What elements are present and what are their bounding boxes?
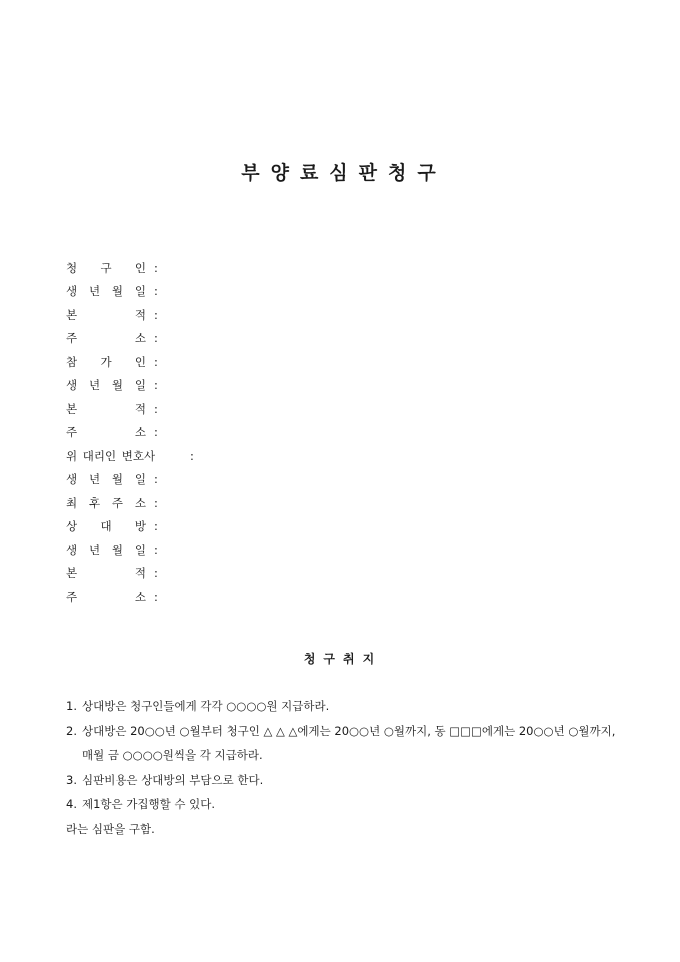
claim-text: 심판비용은 상대방의 부담으로 한다. <box>82 772 264 787</box>
party-row <box>66 350 466 374</box>
party-label-char: 년 <box>88 542 101 557</box>
claim-number: 3. <box>66 772 77 787</box>
party-label <box>66 283 146 299</box>
party-label-char: 월 <box>111 542 124 557</box>
party-row <box>66 327 466 351</box>
party-label-char: 주 <box>66 331 78 346</box>
party-label <box>66 424 146 440</box>
party-row <box>66 538 466 562</box>
party-label <box>66 377 146 393</box>
claim-text: 상대방은 20○○년 ○월부터 청구인 △ △ △에게는 20○○년 ○월까지, 동 □□□에게는 20○○년 ○월까지, 매월 금 ○○○○원씩을 각 지급하라. <box>82 723 620 762</box>
party-label-char: 후 <box>88 495 101 510</box>
party-label-char: 청 <box>66 260 78 275</box>
party-label-char: 년 <box>88 472 101 487</box>
party-label: 위 대리인 변호사 <box>66 448 156 463</box>
party-label-char: 구 <box>100 260 112 275</box>
claim-item <box>66 792 626 817</box>
party-colon: : <box>154 354 158 369</box>
section-title-claims: 청구취지 <box>303 652 383 666</box>
party-colon: : <box>154 472 158 487</box>
party-colon: : <box>154 401 158 416</box>
party-label-char: 주 <box>66 589 78 604</box>
party-label-char: 소 <box>134 589 146 604</box>
closing-statement: 라는 심판을 구함. <box>66 821 155 836</box>
party-label-char: 방 <box>134 519 146 534</box>
party-row <box>66 585 466 609</box>
party-label-char: 소 <box>134 495 146 510</box>
party-colon: : <box>154 307 158 322</box>
party-label <box>66 565 146 581</box>
party-label-char: 인 <box>134 260 146 275</box>
party-row <box>66 562 466 586</box>
claim-text: 상대방은 청구인들에게 각각 ○○○○원 지급하라. <box>82 699 330 713</box>
party-colon: : <box>154 260 158 275</box>
party-colon: : <box>154 589 158 604</box>
party-label-char: 소 <box>134 425 146 440</box>
claims-list <box>66 694 626 841</box>
party-row <box>66 374 466 398</box>
party-row <box>66 421 466 445</box>
party-label-char: 주 <box>111 495 124 510</box>
party-colon: : <box>154 519 158 534</box>
party-label-char: 본 <box>66 566 78 581</box>
party-label-char: 본 <box>66 307 78 322</box>
party-colon: : <box>154 425 158 440</box>
party-label <box>66 354 146 370</box>
party-label <box>66 589 146 605</box>
document-title: 부양료심판청구 <box>241 162 447 184</box>
party-label <box>66 330 146 346</box>
party-label-char: 적 <box>134 307 146 322</box>
party-label-char: 생 <box>66 542 78 557</box>
claim-text: 제1항은 가집행할 수 있다. <box>82 797 216 811</box>
claim-item <box>66 768 626 793</box>
party-label-char: 가 <box>100 354 112 369</box>
party-row <box>66 280 466 304</box>
party-label <box>66 471 146 487</box>
party-label <box>66 401 146 417</box>
party-colon: : <box>154 378 158 393</box>
party-list <box>66 256 466 609</box>
party-label-char: 소 <box>134 331 146 346</box>
party-label-char: 생 <box>66 378 78 393</box>
party-label-char: 월 <box>111 284 124 299</box>
claim-item <box>66 694 626 719</box>
party-label-char: 적 <box>134 401 146 416</box>
party-label-char: 년 <box>88 284 101 299</box>
claim-number: 1. <box>66 699 77 713</box>
party-colon: : <box>154 284 158 299</box>
party-colon: : <box>154 542 158 557</box>
party-label <box>66 518 146 534</box>
party-label-char: 대 <box>100 519 112 534</box>
party-label-char: 본 <box>66 401 78 416</box>
party-row <box>66 491 466 515</box>
party-row <box>66 397 466 421</box>
claim-item <box>66 719 626 768</box>
party-label-char: 일 <box>134 284 146 299</box>
party-label-char: 상 <box>66 519 78 534</box>
party-label-char: 최 <box>66 495 78 510</box>
party-row <box>66 468 466 492</box>
party-label-char: 년 <box>88 378 101 393</box>
party-label-char: 적 <box>134 566 146 581</box>
party-row <box>66 515 466 539</box>
party-colon: : <box>154 495 158 510</box>
party-label <box>66 495 146 511</box>
party-label-char: 참 <box>66 354 78 369</box>
party-colon: : <box>190 448 194 463</box>
party-label-char: 월 <box>111 378 124 393</box>
party-label-char: 생 <box>66 284 78 299</box>
party-row <box>66 256 466 280</box>
claim-number: 4. <box>66 797 77 811</box>
party-label-char: 일 <box>134 378 146 393</box>
party-label-char: 일 <box>134 472 146 487</box>
party-label-char: 생 <box>66 472 78 487</box>
party-label-char: 주 <box>66 425 78 440</box>
party-label <box>66 307 146 323</box>
claim-number: 2. <box>66 723 77 738</box>
party-label <box>66 260 146 276</box>
party-row <box>66 444 466 468</box>
party-colon: : <box>154 331 158 346</box>
party-colon: : <box>154 566 158 581</box>
party-label <box>66 542 146 558</box>
party-label-char: 월 <box>111 472 124 487</box>
party-label-char: 일 <box>134 542 146 557</box>
party-label-char: 인 <box>134 354 146 369</box>
party-row <box>66 303 466 327</box>
